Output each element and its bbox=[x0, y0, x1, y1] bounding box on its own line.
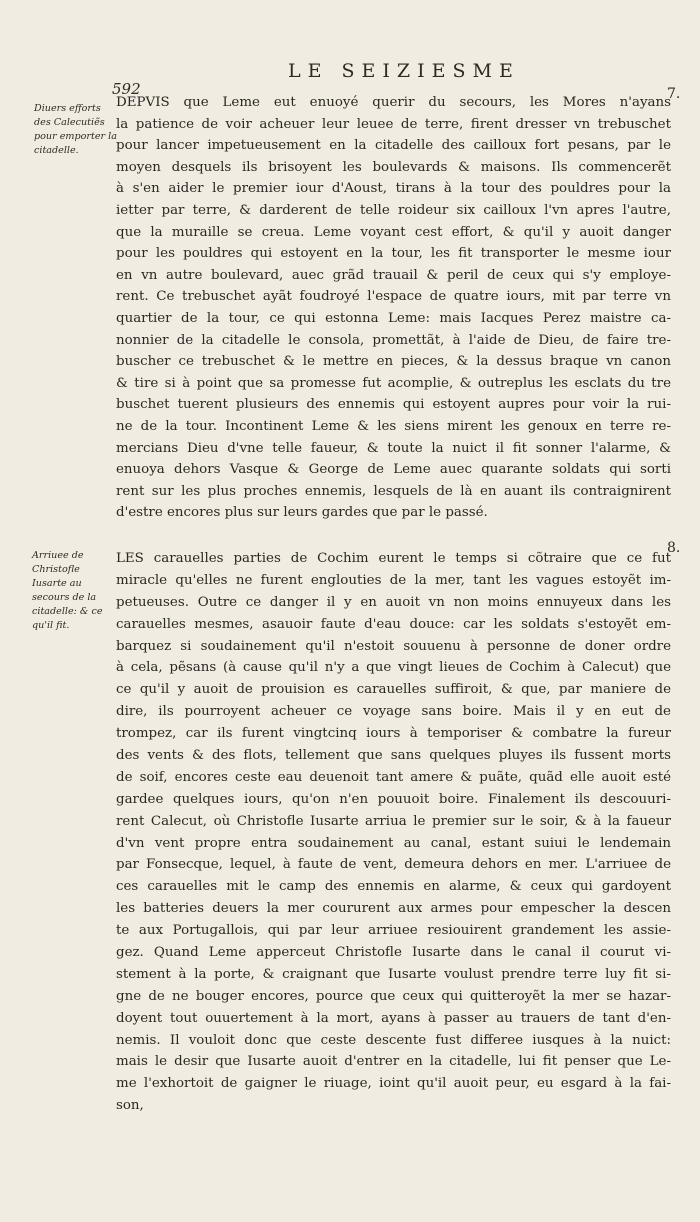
text-line: barquez si soudainement qu'il n'estoit souuenu à personne de doner ordre bbox=[116, 638, 671, 654]
text-line: des vents & des flots, tellement que sans quelques pluyes ils fussent morts bbox=[116, 748, 671, 764]
text-line: par Fonsecque, lequel, à faute de vent, demeura dehors en mer. L'arriuee de bbox=[116, 857, 671, 873]
text-line: ces carauelles mit le camp des ennemis en alarme, & ceux qui gardoyent bbox=[116, 879, 671, 895]
text-line: en vn autre boulevard, auec grãd trauail & peril de ceux qui s'y employe- bbox=[116, 267, 671, 283]
page-number: 592 bbox=[112, 80, 141, 98]
text-line: LES carauelles parties de Cochim eurent le temps si cõtraire que ce fut bbox=[116, 551, 671, 566]
text-line: moyen desquels ils brisoyent les boulevards & maisons. Ils commencerẽt bbox=[116, 159, 671, 175]
text-line: dire, ils pourroyent acheuer ce voyage sans boire. Mais il y en eut de bbox=[116, 704, 671, 720]
text-line: les batteries deuers la mer coururent aux armes pour empescher la descen bbox=[116, 901, 671, 917]
margin-chapter-number: 7. bbox=[667, 86, 681, 102]
text-line: rent sur les plus proches ennemis, lesquels de là en auant ils contraignirent bbox=[116, 483, 671, 499]
text-line: nonnier de la citadelle le consola, promettãt, à l'aide de Dieu, de faire tre- bbox=[116, 332, 671, 348]
text-line: ne de la tour. Incontinent Leme & les siens mirent les genoux en terre re- bbox=[116, 418, 671, 434]
text-line: gne de ne bouger encores, pource que ceux qui quitteroyẽt la mer se hazar- bbox=[116, 988, 671, 1004]
text-line: DEPVIS que Leme eut enuoyé querir du secours, les Mores n'ayans bbox=[116, 95, 671, 110]
text-line: carauelles mesmes, asauoir faute d'eau douce: car les soldats s'estoyẽt em- bbox=[116, 616, 671, 632]
text-line: de soif, encores ceste eau deuenoit tant amere & puãte, quãd elle auoit esté bbox=[116, 769, 671, 785]
text-line: stement à la porte, & craignant que Iusarte voulust prendre terre luy fit si- bbox=[116, 966, 671, 982]
running-head: LE SEIZIESME bbox=[288, 60, 520, 82]
text-line: rent Calecut, où Christofle Iusarte arriua le premier sur le soir, & à la faueur bbox=[116, 813, 671, 829]
text-line: gez. Quand Leme apperceut Christofle Iusarte dans le canal il courut vi- bbox=[116, 945, 671, 961]
text-line: rent. Ce trebuschet ayãt foudroyé l'espace de quatre iours, mit par terre vn bbox=[116, 289, 671, 305]
text-line: enuoya dehors Vasque & George de Leme auec quarante soldats qui sorti bbox=[116, 462, 671, 478]
text-line: buscher ce trebuschet & le mettre en pieces, & la dessus braque vn canon bbox=[116, 354, 671, 370]
text-line: que la muraille se creua. Leme voyant cest effort, & qu'il y auoit danger bbox=[116, 224, 671, 240]
text-line: d'vn vent propre entra soudainement au canal, estant suiui le lendemain bbox=[116, 835, 671, 851]
margin-note: Arriuee de Christofle Iusarte au secours de la citadelle: & ce qu'il fit. bbox=[32, 550, 103, 631]
text-line: d'estre encores plus sur leurs gardes que par le passé. bbox=[116, 505, 488, 521]
text-line: pour les pouldres qui estoyent en la tour, les fit transporter le mesme iour bbox=[116, 246, 671, 262]
text-line: te aux Portugallois, qui par leur arriuee resiouirent grandement les assie- bbox=[116, 923, 671, 939]
text-line: petueuses. Outre ce danger il y en auoit vn non moins ennuyeux dans les bbox=[116, 594, 671, 610]
text-line: la patience de voir acheuer leur leuee de terre, firent dresser vn trebuschet bbox=[116, 116, 671, 132]
text-line: son, bbox=[116, 1098, 144, 1114]
text-line: gardee quelques iours, qu'on n'en pouuoit boire. Finalement ils descouuri- bbox=[116, 791, 671, 807]
text-line: & tire si à point que sa promesse fut acomplie, & outreplus les esclats du tre bbox=[116, 375, 671, 391]
text-line: mercians Dieu d'vne telle faueur, & toute la nuict il fit sonner l'alarme, & bbox=[116, 440, 671, 456]
text-line: ietter par terre, & darderent de telle roideur six cailloux l'vn apres l'autre, bbox=[116, 202, 671, 218]
margin-note: Diuers efforts des Calecutiẽs pour emporter la citadelle. bbox=[34, 103, 117, 156]
paragraph bbox=[116, 548, 671, 1117]
text-line: pour lancer impetueusement en la citadelle des cailloux fort pesans, par le bbox=[116, 138, 671, 154]
text-line: trompez, car ils furent vingtcinq iours à temporiser & combatre la fureur bbox=[116, 726, 671, 742]
text-line: mais le desir que Iusarte auoit d'entrer en la citadelle, lui fit penser que Le- bbox=[116, 1054, 671, 1070]
margin-chapter-number: 8. bbox=[667, 540, 681, 556]
text-line: miracle qu'elles ne furent englouties de la mer, tant les vagues estoyẽt im- bbox=[116, 572, 671, 588]
text-line: me l'exhortoit de gaigner le riuage, ioint qu'il auoit peur, eu esgard à la fai- bbox=[116, 1076, 671, 1092]
text-line: quartier de la tour, ce qui estonna Leme: mais Iacques Perez maistre ca- bbox=[116, 310, 671, 326]
text-line: doyent tout ouuertement à la mort, ayans à passer au trauers de tant d'en- bbox=[116, 1010, 671, 1026]
text-line: à cela, pẽsans (à cause qu'il n'y a que vingt lieues de Cochim à Calecut) que bbox=[116, 660, 671, 676]
text-line: nemis. Il vouloit donc que ceste descente fust differee iusques à la nuict: bbox=[116, 1032, 671, 1048]
text-line: ce qu'il y auoit de prouision es carauelles suffiroit, & que, par maniere de bbox=[116, 682, 671, 698]
text-line: à s'en aider le premier iour d'Aoust, tirans à la tour des pouldres pour la bbox=[116, 181, 671, 197]
text-line: buschet tuerent plusieurs des ennemis qui estoyent aupres pour voir la rui- bbox=[116, 397, 671, 413]
paragraph bbox=[116, 92, 671, 524]
